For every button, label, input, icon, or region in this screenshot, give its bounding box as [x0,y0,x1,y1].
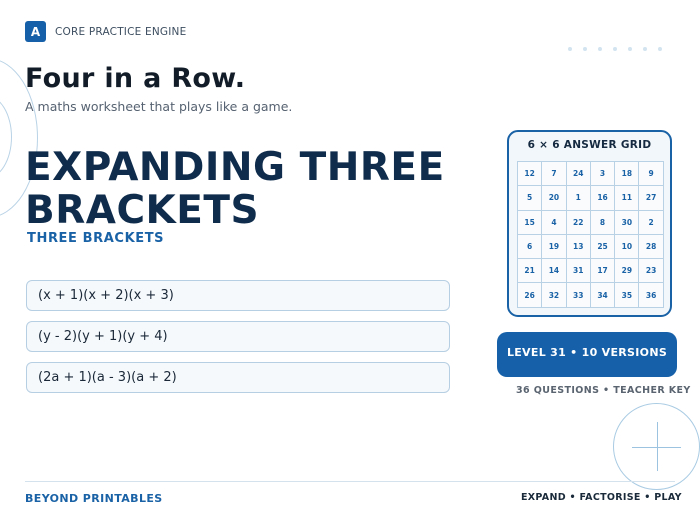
question-item[interactable]: (x + 1)(x + 2)(x + 3) [26,280,450,311]
answer-grid-cell[interactable]: 27 [639,186,663,210]
answer-grid-cell[interactable]: 30 [615,211,639,235]
decorative-dots [568,47,662,51]
answer-grid-cell[interactable]: 29 [615,259,639,283]
answer-grid-cell[interactable]: 28 [639,235,663,259]
answer-grid-cell[interactable]: 34 [591,283,615,307]
brand [25,21,186,42]
answer-grid-cell[interactable]: 12 [518,162,542,186]
answer-grid [517,161,664,308]
answer-grid-cell[interactable]: 13 [567,235,591,259]
answer-grid-cell[interactable]: 14 [542,259,566,283]
answer-grid-cell[interactable]: 32 [542,283,566,307]
answer-grid-cell[interactable]: 11 [615,186,639,210]
question-list [26,280,450,403]
answer-grid-cell[interactable]: 3 [591,162,615,186]
page-title: Four in a Row. [25,63,246,94]
page-subtitle: A maths worksheet that plays like a game. [25,99,293,114]
answer-grid-cell[interactable]: 16 [591,186,615,210]
crosshair-icon [613,403,700,490]
answer-grid-title: 6 × 6 ANSWER GRID [527,139,652,151]
answer-grid-cell[interactable]: 15 [518,211,542,235]
topic-headline: EXPANDING THREE BRACKETS [25,145,445,233]
answer-grid-cell[interactable]: 36 [639,283,663,307]
answer-grid-cell[interactable]: 21 [518,259,542,283]
answer-grid-cell[interactable]: 9 [639,162,663,186]
brand-logo-badge: A [25,21,46,42]
answer-grid-cell[interactable]: 31 [567,259,591,283]
answer-grid-cell[interactable]: 22 [567,211,591,235]
answer-grid-cell[interactable]: 8 [591,211,615,235]
answer-grid-cell[interactable]: 2 [639,211,663,235]
answer-grid-cell[interactable]: 17 [591,259,615,283]
answer-grid-cell[interactable]: 1 [567,186,591,210]
footer-divider [25,481,675,482]
answer-grid-cell[interactable]: 18 [615,162,639,186]
brand-name: CORE PRACTICE ENGINE [55,25,187,38]
answer-grid-cell[interactable]: 24 [567,162,591,186]
answer-grid-cell[interactable]: 33 [567,283,591,307]
answer-grid-cell[interactable]: 23 [639,259,663,283]
answer-grid-cell[interactable]: 20 [542,186,566,210]
question-item[interactable]: (2a + 1)(a - 3)(a + 2) [26,362,450,393]
answer-grid-cell[interactable]: 26 [518,283,542,307]
answer-grid-cell[interactable]: 10 [615,235,639,259]
answer-grid-cell[interactable]: 25 [591,235,615,259]
answer-grid-cell[interactable]: 19 [542,235,566,259]
topic-kicker: THREE BRACKETS [27,231,165,246]
level-button[interactable]: LEVEL 31 • 10 VERSIONS [497,332,677,377]
answer-grid-cell[interactable]: 35 [615,283,639,307]
footer-brand: BEYOND PRINTABLES [25,492,163,505]
answer-grid-card [507,130,672,317]
answer-grid-cell[interactable]: 4 [542,211,566,235]
answer-grid-cell[interactable]: 5 [518,186,542,210]
answer-grid-cell[interactable]: 7 [542,162,566,186]
level-note: 36 QUESTIONS • TEACHER KEY [516,385,691,396]
question-item[interactable]: (y - 2)(y + 1)(y + 4) [26,321,450,352]
answer-grid-cell[interactable]: 6 [518,235,542,259]
footer-tagline: EXPAND • FACTORISE • PLAY [521,492,682,503]
